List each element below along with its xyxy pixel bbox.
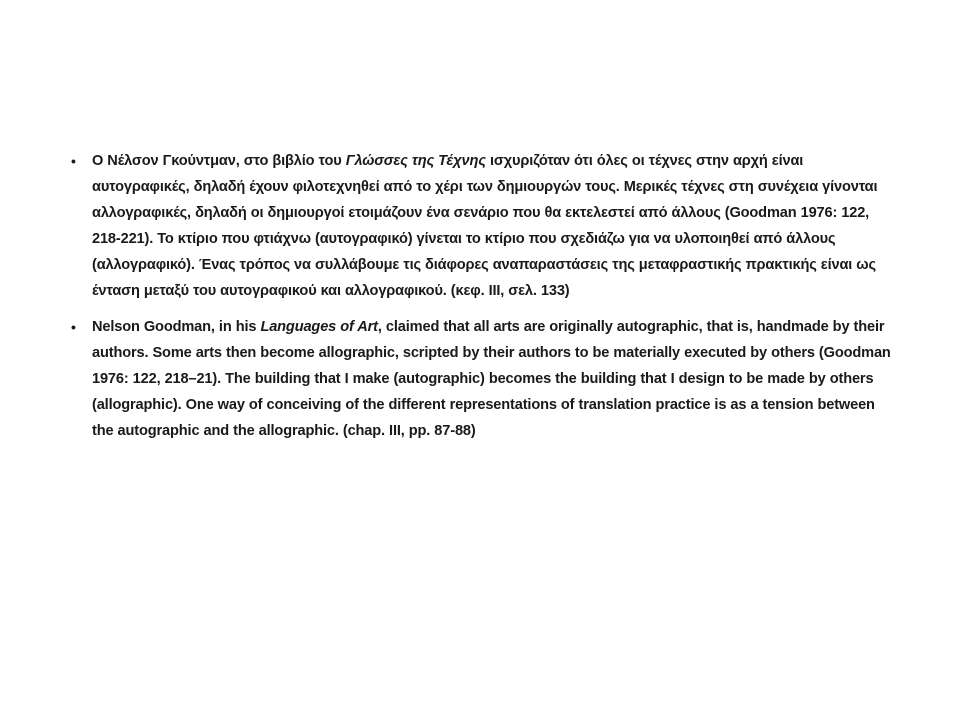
- bullet-list: [66, 148, 896, 444]
- book-title-english: Languages of Art: [260, 319, 378, 335]
- bullet-glyph: •: [71, 319, 76, 335]
- bullet-text-before: Ο Νέλσον Γκούντμαν, στο βιβλίο του: [92, 153, 346, 169]
- bullet-item-english: [66, 314, 896, 444]
- bullet-item-greek: [66, 148, 896, 304]
- bullet-text-after: , claimed that all arts are originally autographic, that is, handmade by their authors. Some arts then become allographic, scripted by their authors to be materially executed by others (Goodman 1976: 122, 218–21). The building that I make (autographic) becomes the building that I design to be made by others (allographic). One way of conceiving of the different representations of translation practice is as a tension between the autographic and the allographic. (chap. III, pp. 87-88): [92, 319, 891, 439]
- bullet-text-before: Nelson Goodman, in his: [92, 319, 261, 335]
- book-title-greek: Γλώσσες της Τέχνης: [345, 153, 486, 169]
- bullet-glyph: •: [71, 153, 76, 169]
- bullet-text-after: ισχυριζόταν ότι όλες οι τέχνες στην αρχή είναι αυτογραφικές, δηλαδή έχουν φιλοτεχνηθεί από το χέρι των δημιουργών τους. Μερικές τέχνες στη συνέχεια γίνονται αλλογραφικές, δηλαδή οι δημιουργοί ετοιμάζουν ένα σενάριο που θα εκτελεστεί από άλλους (Goodman 1976: 122, 218-221). Το κτίριο που φτιάχνω (αυτογραφικό) γίνεται το κτίριο που σχεδιάζω για να υλοποιηθεί από άλλους (αλλογραφικό). Ένας τρόπος να συλλάβουμε τις διάφορες αναπαραστάσεις της μεταφραστικής πρακτικής είναι ως ένταση μεταξύ του αυτογραφικού και αλλογραφικού. (κεφ. ΙΙΙ, σελ. 133): [92, 153, 878, 299]
